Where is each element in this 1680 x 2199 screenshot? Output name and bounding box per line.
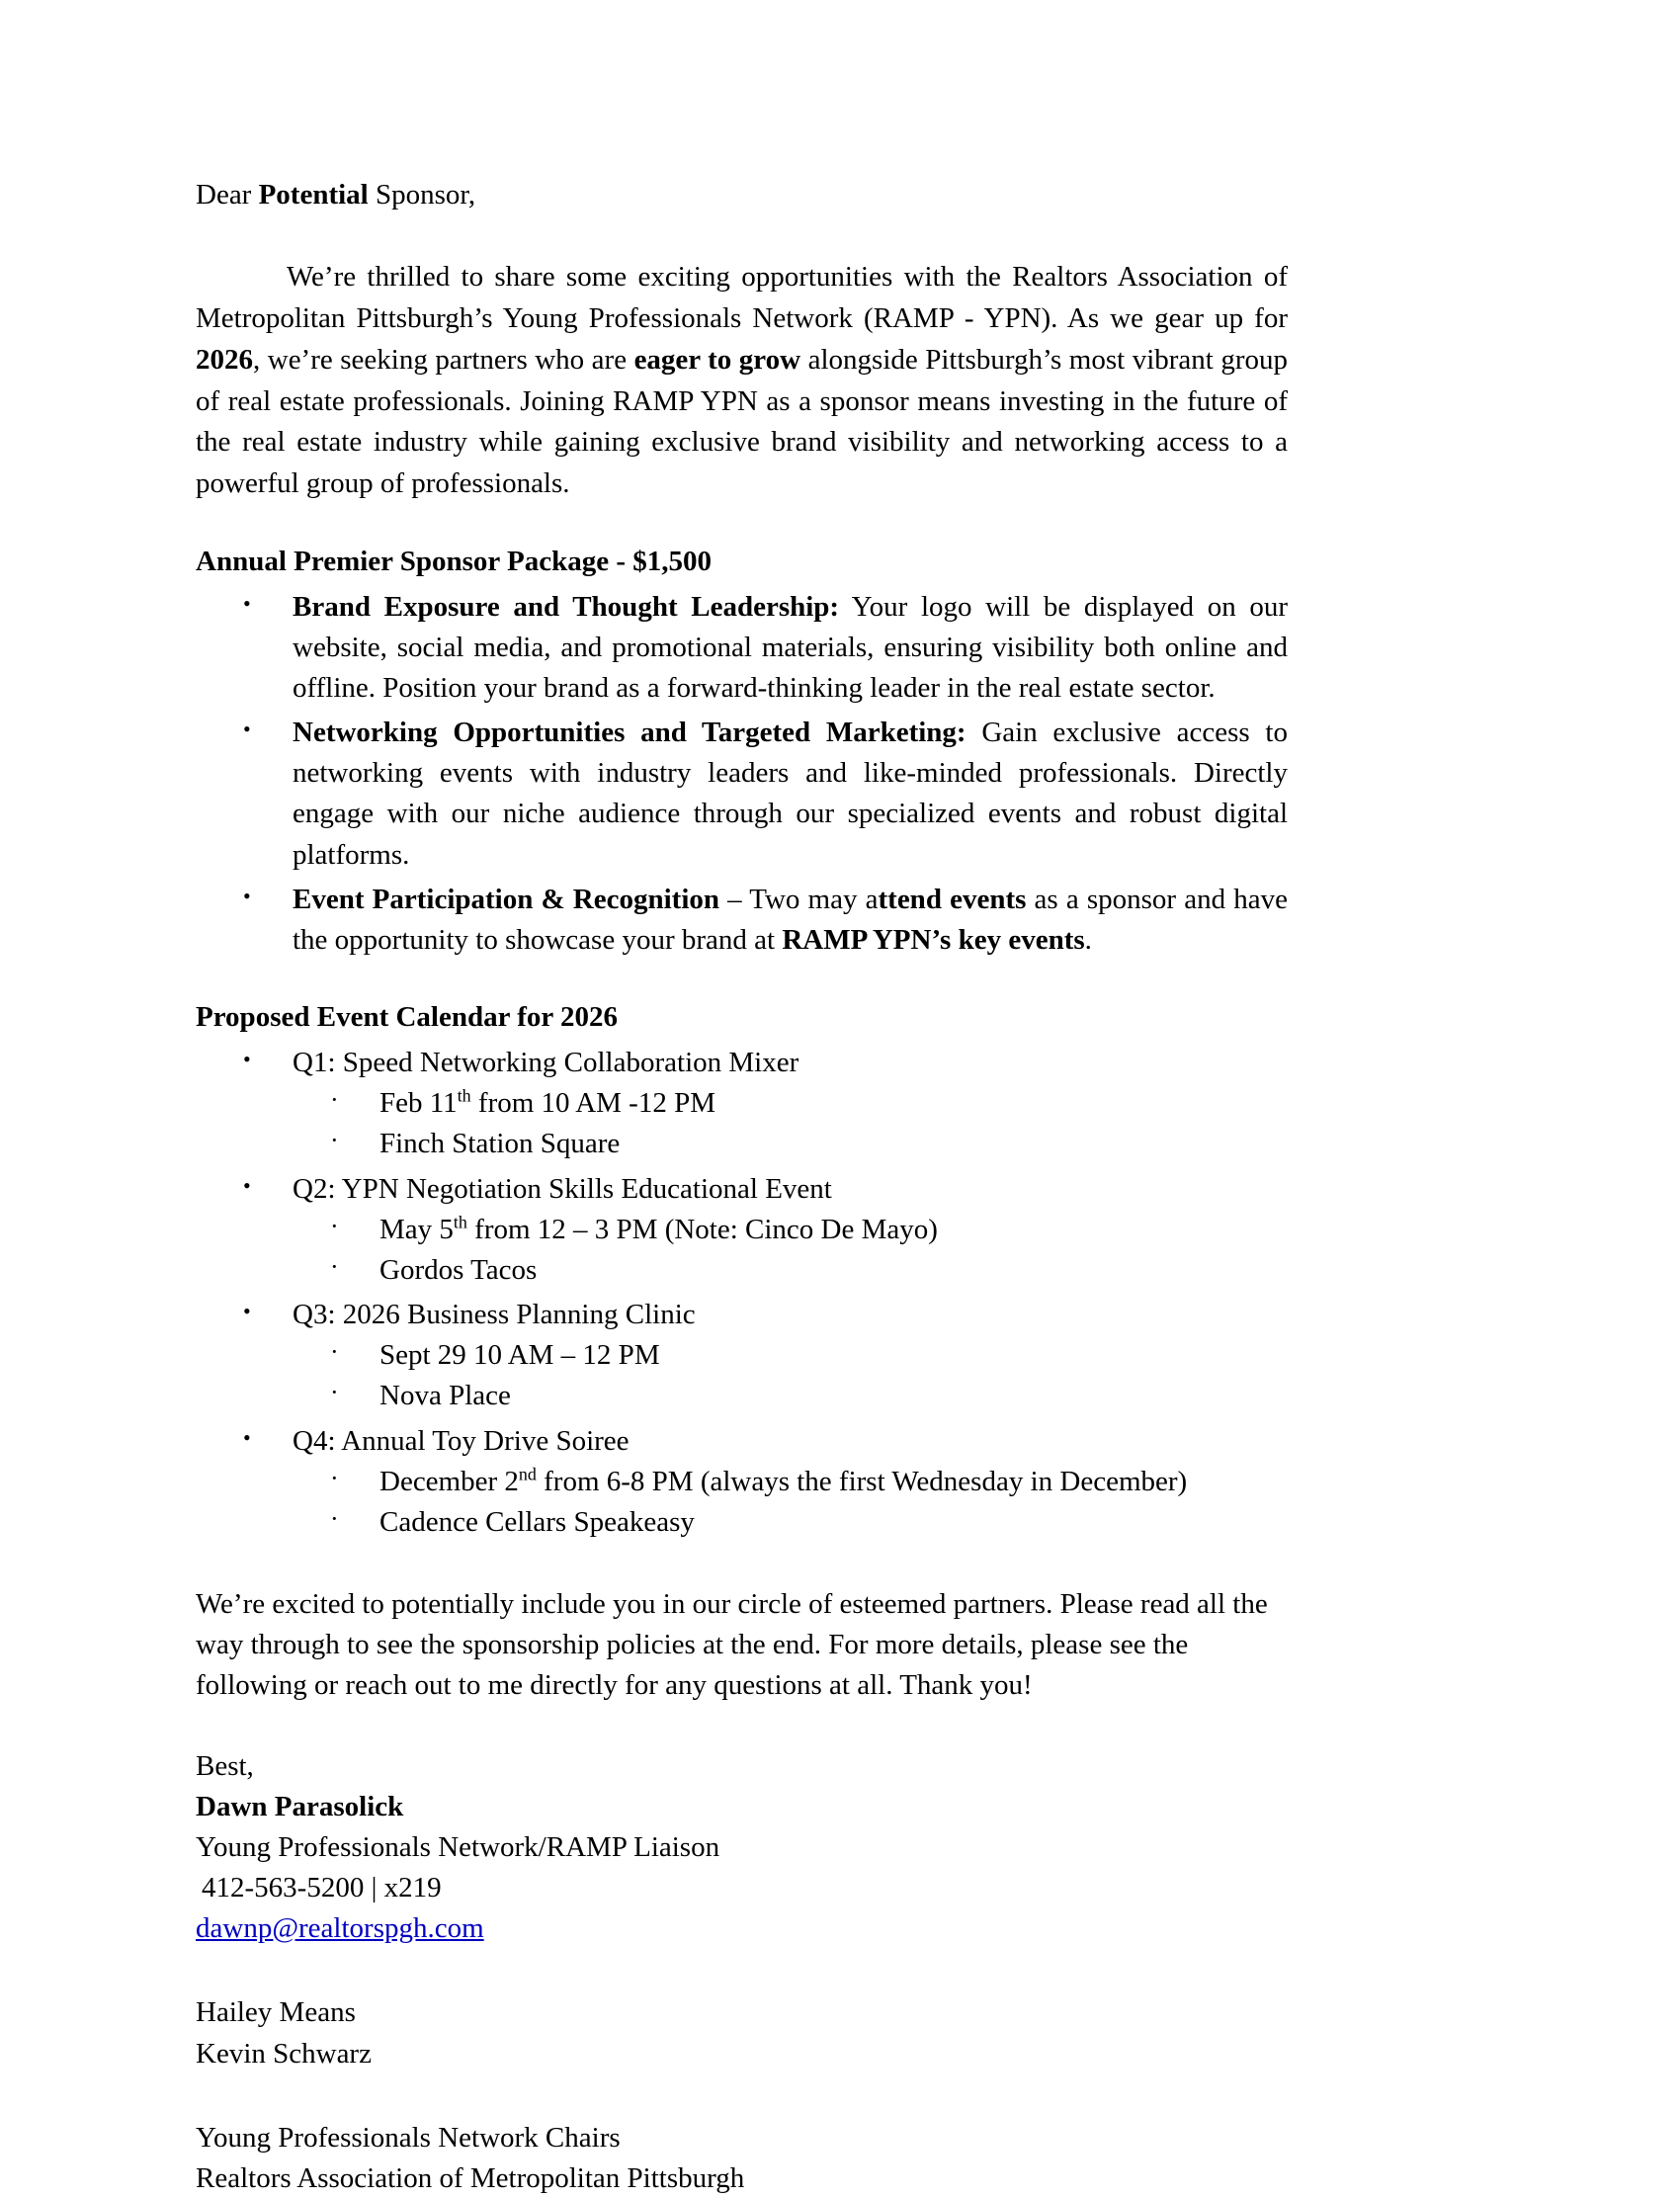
signer-name: Dawn Parasolick: [196, 1790, 404, 1822]
ordinal-suffix: th: [457, 1085, 471, 1106]
quarter-detail-list: [293, 1083, 1288, 1164]
salutation: [196, 176, 1288, 213]
salutation-suffix: Sponsor,: [368, 179, 476, 211]
quarter-date-time: from 6-8 PM (always the first Wednesday in December): [536, 1465, 1188, 1497]
quarter-date: [293, 1083, 1288, 1124]
salutation-prefix: Dear: [196, 179, 259, 211]
benefit-body-part-1: – Two may a: [719, 883, 879, 915]
benefit-lead: Brand Exposure and Thought Leadership:: [293, 590, 840, 623]
intro-year: 2026: [196, 343, 253, 376]
quarter-detail-list: [293, 1210, 1288, 1291]
benefit-item-event-participation: [196, 880, 1288, 961]
benefit-body-part-2: as a sponsor and have the opportunity to showcase your brand at: [293, 883, 1288, 956]
intro-part-1: We’re thrilled to share some exciting opportunities with the Realtors Association of Metropolitan Pittsburgh’s Young Professionals Network (RAMP - YPN). As we gear up for: [196, 261, 1288, 335]
package-heading: Annual Premier Sponsor Package - $1,500: [196, 545, 713, 577]
benefit-lead: Networking Opportunities and Targeted Marketing:: [293, 717, 966, 749]
intro-paragraph: [196, 257, 1288, 505]
quarter-date: [293, 1210, 1288, 1250]
calendar-quarter-q4: [196, 1421, 1288, 1544]
benefit-key-events: RAMP YPN’s key events: [782, 924, 1085, 956]
calendar-quarter-list: [196, 1043, 1288, 1543]
benefit-attend-events: ttend events: [878, 883, 1027, 915]
quarter-title: • Q3: 2026 Business Planning Clinic: [293, 1299, 696, 1331]
benefit-body: Gain exclusive access to networking events with industry leaders and like-minded professionals. Directly engage with our niche audience through our specialized events and robust digital platforms.: [293, 717, 1288, 871]
quarter-venue: · Nova Place: [293, 1376, 1288, 1416]
email-link[interactable]: dawnp@realtorspgh.com: [196, 1912, 484, 1945]
quarter-date-text: Sept 29 10 AM – 12 PM: [379, 1339, 660, 1372]
letter-body: [196, 176, 1288, 2199]
spacer: [196, 965, 1288, 998]
benefit-body-tail: .: [1084, 924, 1092, 956]
quarter-title: • Q2: YPN Negotiation Skills Educational Event: [293, 1172, 832, 1205]
benefit-body: Your logo will be displayed on our website, social media, and promotional materials, ensuring visibility both online and offline. Position your brand as a forward-thinking leader in the real estate sector.: [293, 590, 1288, 704]
intro-part-3: alongside Pittsburgh’s most vibrant group of real estate professionals. Joining RAMP YPN as a sponsor means investing in the future of the real estate industry while gaining exclusive brand visibility and networking access to a powerful group of professionals.: [196, 343, 1288, 500]
signature-block: [196, 1746, 1288, 2199]
ordinal-suffix: nd: [518, 1464, 537, 1484]
calendar-quarter-q1: [196, 1043, 1288, 1165]
quarter-date-time: from 12 – 3 PM (Note: Cinco De Mayo): [466, 1213, 938, 1245]
signer-phone: 412-563-5200 | x219: [202, 1872, 442, 1904]
signer-title: Young Professionals Network/RAMP Liaison: [196, 1830, 720, 1863]
package-benefits-list: [196, 587, 1288, 962]
calendar-quarter-q3: [196, 1295, 1288, 1417]
chairs-title: Young Professionals Network Chairs: [196, 2121, 621, 2154]
intro-part-2: , we’re seeking partners who are: [253, 343, 634, 376]
quarter-venue: · Cadence Cellars Speakeasy: [293, 1502, 1288, 1543]
intro-eager-to-grow: eager to grow: [633, 343, 801, 376]
closing-paragraph: We’re excited to potentially include you in our circle of esteemed partners. Please read all the way through to see the sponsorship policies at the end. For more details, please see the following or reach out to me directly for any questions at all. Thank you!: [196, 1588, 1268, 1702]
quarter-detail-list: [293, 1462, 1288, 1543]
organization-name: Realtors Association of Metropolitan Pittsburgh: [196, 2161, 745, 2194]
spacer: [196, 1949, 1288, 1992]
quarter-date-text: December 2: [379, 1465, 519, 1497]
signer-email-line: [196, 1908, 1288, 1949]
quarter-detail-list: [293, 1335, 1288, 1416]
quarter-date-text: Feb 11: [379, 1087, 458, 1120]
quarter-venue: · Finch Station Square: [293, 1124, 1288, 1164]
chair-name-1: Hailey Means: [196, 1996, 356, 2029]
benefit-lead: Event Participation & Recognition: [293, 883, 720, 915]
quarter-date-time: from 10 AM -12 PM: [470, 1087, 715, 1120]
chair-name-2: Kevin Schwarz: [196, 2037, 372, 2070]
quarter-title: • Q4: Annual Toy Drive Soiree: [293, 1424, 630, 1457]
ordinal-suffix: th: [453, 1212, 467, 1232]
calendar-quarter-q2: [196, 1169, 1288, 1292]
spacer: [196, 2074, 1288, 2118]
benefit-item-brand-exposure: [196, 587, 1288, 710]
quarter-date: [293, 1335, 1288, 1376]
signoff-best: Best,: [196, 1749, 254, 1782]
quarter-title: • Q1: Speed Networking Collaboration Mixer: [293, 1047, 799, 1079]
quarter-date: [293, 1462, 1288, 1502]
salutation-emphasis: Potential: [258, 179, 369, 211]
calendar-heading: Proposed Event Calendar for 2026: [196, 1001, 618, 1034]
quarter-date-text: May 5: [379, 1213, 454, 1245]
quarter-venue: · Gordos Tacos: [293, 1250, 1288, 1291]
benefit-item-networking: [196, 713, 1288, 876]
